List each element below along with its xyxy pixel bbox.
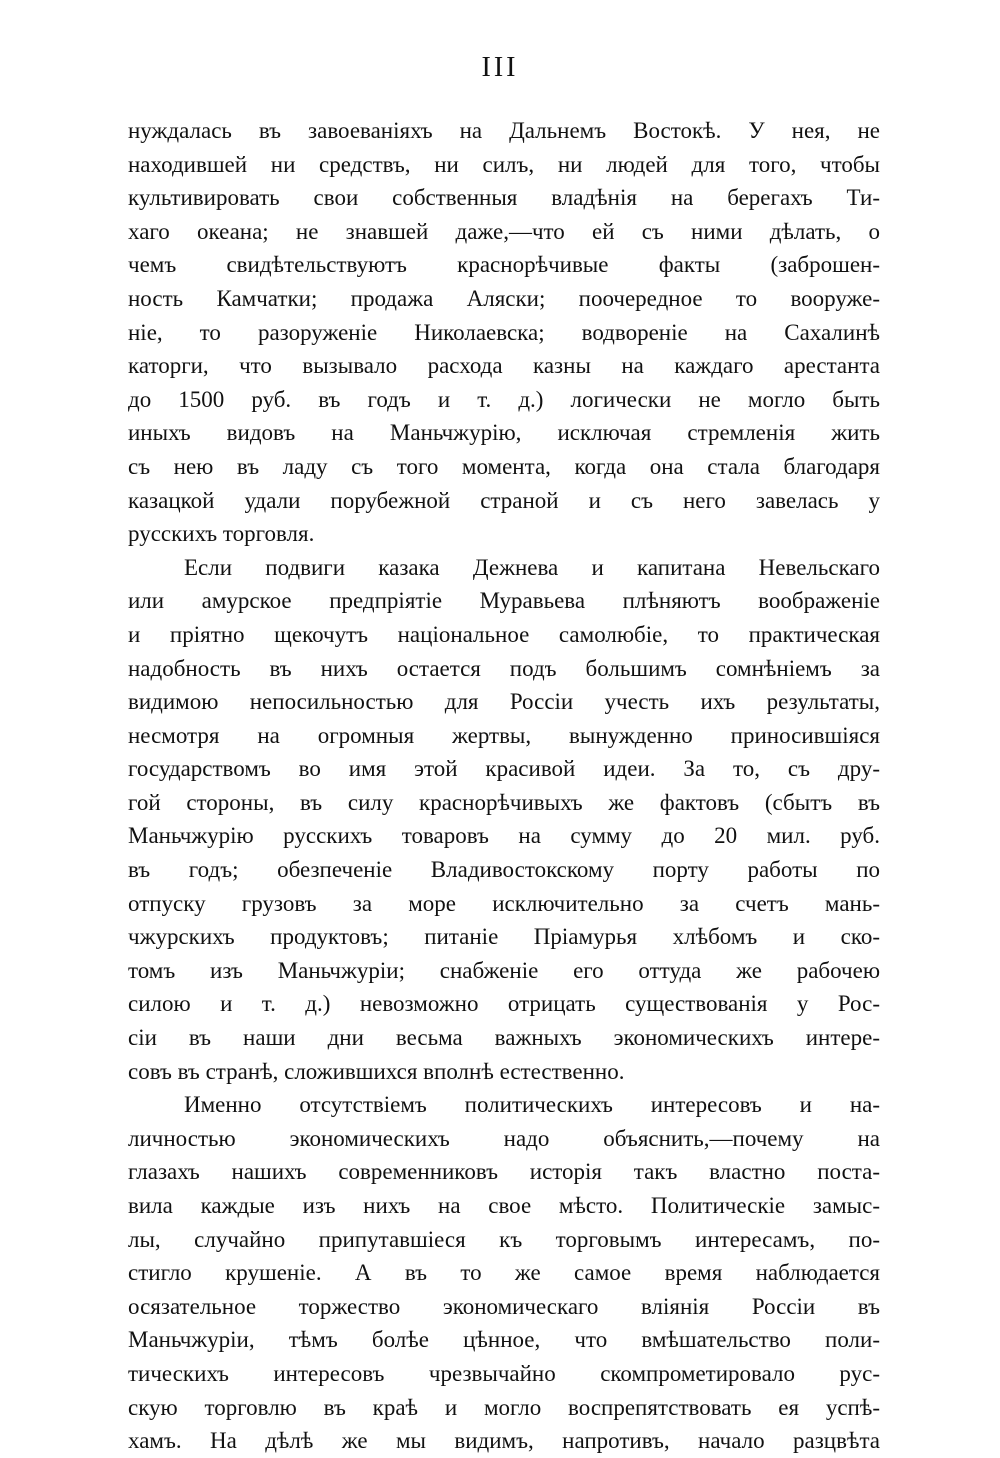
text-line: чемъ свидѣтельствуютъ краснорѣчивые факты (заброшен- (128, 252, 880, 278)
text-line: совъ въ странѣ, сложившихся вполнѣ естественно. (128, 1058, 625, 1084)
text-line: несмотря на огромныя жертвы, вынужденно приносившіяся (128, 722, 880, 748)
text-line: личностью экономическихъ надо объяснить,—почему на (128, 1125, 880, 1151)
text-line: каторги, что вызывало расхода казны на каждаго арестанта (128, 353, 880, 379)
page-number: III (481, 52, 519, 83)
text-line: Если подвиги казака Дежнева и капитана Невельскаго (184, 554, 880, 580)
text-line: и пріятно щекочутъ національное самолюбіе, то практическая (128, 621, 880, 647)
text-line: хамъ. На дѣлѣ же мы видимъ, напротивъ, начало разцвѣта (128, 1428, 880, 1454)
text-line: глазахъ нашихъ современниковъ исторія такъ властно поста- (128, 1159, 880, 1185)
text-line: въ годъ; обезпеченіе Владивостокскому порту работы по (128, 857, 880, 883)
text-line: чжурскихъ продуктовъ; питаніе Пріамурья хлѣбомъ и ско- (128, 924, 880, 950)
text-line: сіи въ наши дни весьма важныхъ экономическихъ интере- (128, 1025, 880, 1051)
text-line: иныхъ видовъ на Маньчжурію, исключая стремленія жить (128, 420, 880, 446)
text-line: находившей ни средствъ, ни силъ, ни людей для того, чтобы (128, 151, 880, 177)
text-line: стигло крушеніе. А въ то же самое время наблюдается (128, 1260, 880, 1286)
text-line: надобность въ нихъ остается подъ большимъ сомнѣніемъ за (128, 655, 880, 681)
text-line: казацкой удали порубежной страной и съ него завелась у (128, 487, 880, 513)
text-line: съ нею въ ладу съ того момента, когда она стала благодаря (128, 453, 880, 479)
text-line: ность Камчатки; продажа Аляски; поочередное то вооруже- (128, 285, 880, 311)
text-line: видимою непосильностью для Россіи учесть ихъ результаты, (128, 689, 880, 715)
text-line: лы, случайно припутавшіеся къ торговымъ интересамъ, по- (128, 1226, 880, 1252)
text-line: скую торговлю въ краѣ и могло воспрепятствовать ея успѣ- (128, 1394, 880, 1420)
text-line: ніе, то разоруженіе Николаевска; водвореніе на Сахалинѣ (128, 319, 880, 345)
text-line: государствомъ во имя этой красивой идеи. За то, съ дру- (128, 756, 880, 782)
paragraph (128, 551, 880, 1089)
text-line: культивировать свои собственныя владѣнія на берегахъ Ти- (128, 185, 880, 211)
text-line: хаго океана; не знавшей даже,—что ей съ ними дѣлать, о (128, 218, 880, 244)
text-line: осязательное торжество экономическаго вліянія Россіи въ (128, 1293, 880, 1319)
text-line: Маньчжуріи, тѣмъ болѣе цѣнное, что вмѣшательство поли- (128, 1327, 880, 1353)
text-line: тическихъ интересовъ чрезвычайно скомпрометировало рус- (128, 1360, 880, 1386)
text-line: вила каждые изъ нихъ на свое мѣсто. Политическіе замыс- (128, 1193, 880, 1218)
text-line: русскихъ торговля. (128, 521, 315, 547)
text-line: гой стороны, въ силу краснорѣчивыхъ же фактовъ (сбытъ въ (128, 789, 880, 815)
text-line: до 1500 руб. въ годъ и т. д.) логически не могло быть (128, 386, 880, 412)
text-line: Именно отсутствіемъ политическихъ интересовъ и на- (184, 1092, 880, 1118)
paragraph (128, 1088, 880, 1458)
text-line: отпуску грузовъ за море исключительно за счетъ мань- (128, 890, 880, 916)
text-line: нуждалась въ завоеваніяхъ на Дальнемъ Востокѣ. У нея, не (128, 118, 880, 143)
text-line: томъ изъ Маньчжуріи; снабженіе его оттуда же рабочею (128, 957, 880, 983)
text-line: или амурское предпріятіе Муравьева плѣняютъ воображеніе (128, 588, 880, 614)
page-text (128, 114, 880, 1458)
paragraph (128, 114, 880, 551)
text-line: Маньчжурію русскихъ товаровъ на сумму до 20 мил. руб. (128, 823, 880, 849)
text-line: силою и т. д.) невозможно отрицать существованія у Рос- (128, 991, 880, 1017)
